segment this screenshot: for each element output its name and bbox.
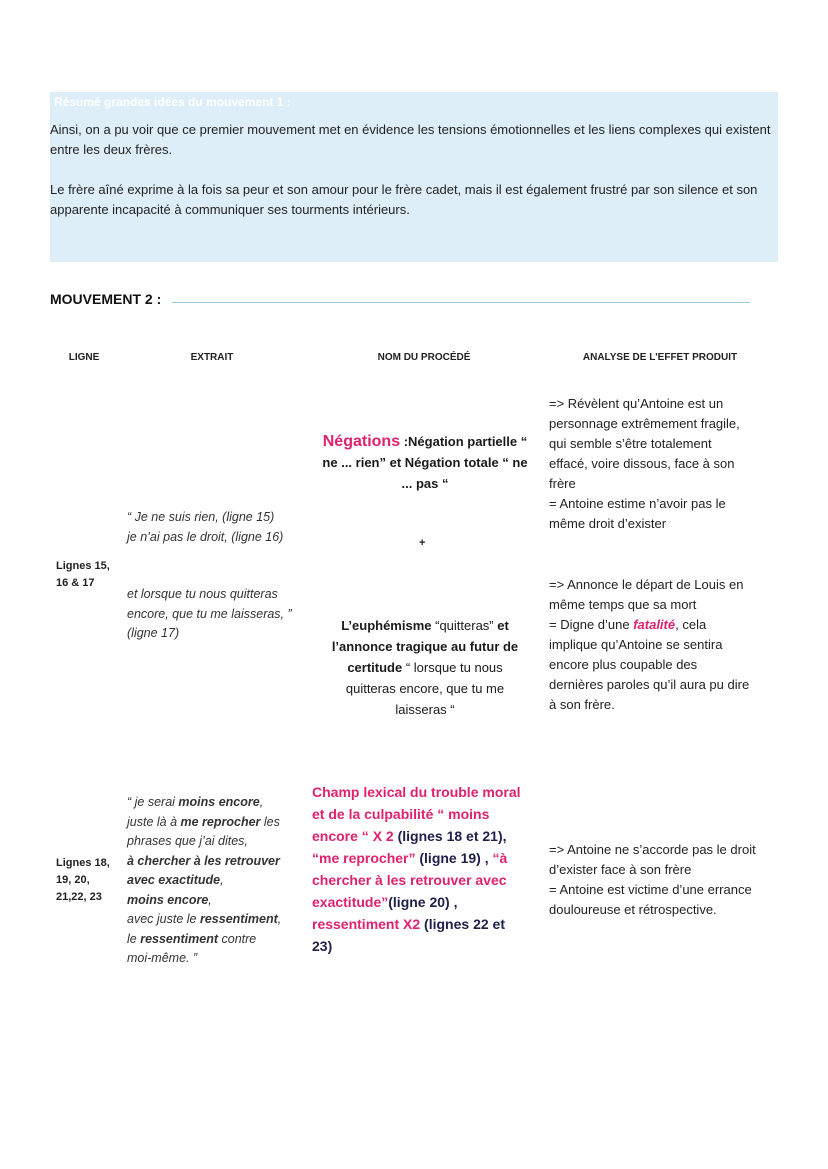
row1-analyse-a — [549, 394, 779, 534]
analyse-line: dernières paroles qu’il aura pu dire — [549, 677, 750, 692]
x-l4: à chercher à les retrouver — [127, 853, 280, 868]
x-l2b: me reprocher — [180, 814, 261, 829]
procede-a-rest: :Négation partielle “ — [400, 434, 528, 449]
p2-l3a: encore “ X 2 — [312, 828, 394, 844]
plus-sign: + — [419, 537, 426, 549]
negations-keyword: Négations — [322, 433, 401, 450]
movement-underline — [172, 302, 750, 303]
analyse-line: à son frère. — [549, 697, 615, 712]
summary-paragraph-1: Ainsi, on a pu voir que ce premier mouvement met en évidence les tensions émotionnelles et les liens complexes qui existent entre les deux frères. — [50, 122, 771, 157]
analyse-line: douloureuse et rétrospective. — [549, 902, 717, 917]
row1-extrait-b — [127, 585, 292, 644]
analyse-line: personnage extrêmement fragile, — [549, 416, 740, 431]
procede-b-line5: laisseras “ — [395, 702, 455, 717]
x-l5c: , — [220, 873, 224, 887]
p2-l8: 23) — [312, 938, 333, 954]
row1-lines — [56, 558, 110, 592]
x-l2a: juste là à — [127, 814, 181, 829]
row1-extrait-a-line: “ Je ne suis rien, (ligne 15) — [127, 510, 275, 524]
analyse-line: même droit d’exister — [549, 516, 667, 531]
x-l7b: ressentiment — [199, 912, 278, 926]
x-l1b: moins encore — [178, 795, 260, 809]
p2-l6a: exactitude” — [312, 894, 389, 910]
row2-analyse — [549, 840, 789, 920]
p2-l4a: “me reprocher” — [312, 850, 416, 866]
euphemisme-term: L’euphémisme — [341, 618, 432, 633]
procede-b-line2: l’annonce tragique au futur de — [331, 639, 519, 654]
analyse-fatalite-pre: = Digne d’une — [549, 617, 634, 632]
row2-extrait — [127, 793, 281, 969]
p2-l4b: (ligne 19) , — [415, 850, 489, 866]
analyse-line: = Antoine est victime d’une errance — [549, 882, 752, 897]
analyse-line: qui semble s’être totalement — [549, 436, 712, 451]
analyse-line: frère — [549, 476, 576, 491]
x-l2c: les — [260, 814, 280, 829]
x-l1c: , — [259, 795, 264, 809]
fatalite-keyword: fatalité — [633, 617, 676, 632]
row1-procede-b — [305, 615, 545, 720]
euphemisme-quote: “quitteras” — [431, 618, 494, 633]
analyse-line: effacé, voire dissous, face à son — [549, 456, 735, 471]
header-ligne: LIGNE — [68, 352, 100, 363]
p2-l5: chercher à les retrouver avec — [312, 872, 507, 888]
p2-l2: et de la culpabilité “ moins — [312, 806, 490, 822]
x-l6c: , — [208, 892, 212, 907]
x-l8a: le — [127, 931, 141, 946]
row2-lines-3: 21,22, 23 — [56, 891, 102, 903]
certitude-term: certitude — [347, 660, 403, 675]
analyse-line: encore plus coupable des — [549, 657, 698, 672]
procede-b-line3-rest: “ lorsque tu nous — [402, 660, 503, 675]
analyse-line: même temps que sa mort — [549, 597, 697, 612]
header-analyse: ANALYSE DE L'EFFET PRODUIT — [582, 352, 738, 363]
row1-lines-2: 16 & 17 — [56, 577, 95, 589]
analyse-line: => Révèlent qu’Antoine est un — [549, 396, 724, 411]
row1-lines-1: Lignes 15, — [56, 560, 110, 572]
x-l8b: ressentiment — [140, 931, 219, 946]
x-l7c: , — [277, 912, 282, 926]
analyse-line: => Antoine ne s’accorde pas le droit — [549, 842, 756, 857]
procede-a-line2: ne ... rien” et Négation totale “ ne — [322, 455, 528, 470]
row1-extrait-a-line: je n’ai pas le droit, (ligne 16) — [127, 529, 284, 544]
summary-box — [50, 92, 778, 262]
x-l7a: avec juste le — [127, 912, 200, 926]
p2-l6b: (ligne 20) , — [388, 894, 458, 910]
procede-a-line3: ... pas “ — [401, 476, 449, 491]
row1-extrait-b-line: encore, que tu me laisseras, ” — [127, 606, 292, 621]
header-extrait: EXTRAIT — [190, 352, 234, 363]
row2-lines-2: 19, 20, — [56, 874, 90, 886]
p2-l7a: ressentiment X2 — [312, 916, 421, 932]
movement-title: MOUVEMENT 2 : — [50, 291, 162, 307]
x-l8c: contre — [218, 931, 257, 946]
analyse-fatalite-post: , cela — [675, 617, 707, 632]
summary-paragraph-2: Le frère aîné exprime à la fois sa peur et son amour pour le frère cadet, mais il est également frustré par son silence et son apparente incapacité à communiquer ses tourments intérieurs. — [50, 182, 758, 217]
row2-lines — [56, 855, 110, 906]
p2-l3b: (lignes 18 et 21), — [393, 828, 507, 844]
analyse-line: implique qu’Antoine se sentira — [549, 637, 723, 652]
row1-procede-a — [305, 431, 545, 494]
x-l1a: “ je serai — [127, 795, 179, 809]
row2-procede — [312, 781, 548, 957]
p2-l1: Champ lexical du trouble moral — [312, 784, 521, 800]
procede-b-et: et — [493, 618, 509, 633]
row2-lines-1: Lignes 18, — [56, 857, 110, 869]
analyse-line: => Annonce le départ de Louis en — [549, 577, 744, 592]
row1-extrait-a — [127, 508, 283, 547]
row1-extrait-b-line: et lorsque tu nous quitteras — [127, 587, 278, 601]
x-l3: phrases que j’ai dites, — [127, 834, 248, 848]
x-l6b: moins encore — [127, 892, 209, 907]
row1-extrait-b-line: (ligne 17) — [127, 626, 180, 640]
procede-b-line4: quitteras encore, que tu me — [345, 681, 505, 696]
analyse-line: = Antoine estime n’avoir pas le — [549, 496, 726, 511]
x-l9: moi-même. ” — [127, 951, 198, 965]
p2-l4c: “à — [488, 850, 508, 866]
summary-title: Résumé grandes idées du mouvement 1 : — [54, 95, 291, 109]
analyse-line: d’exister face à son frère — [549, 862, 692, 877]
p2-l7b: (lignes 22 et — [420, 916, 505, 932]
x-l5b: avec exactitude — [127, 873, 221, 887]
row1-analyse-b — [549, 575, 779, 715]
header-procede: NOM DU PROCÉDÉ — [377, 352, 471, 363]
